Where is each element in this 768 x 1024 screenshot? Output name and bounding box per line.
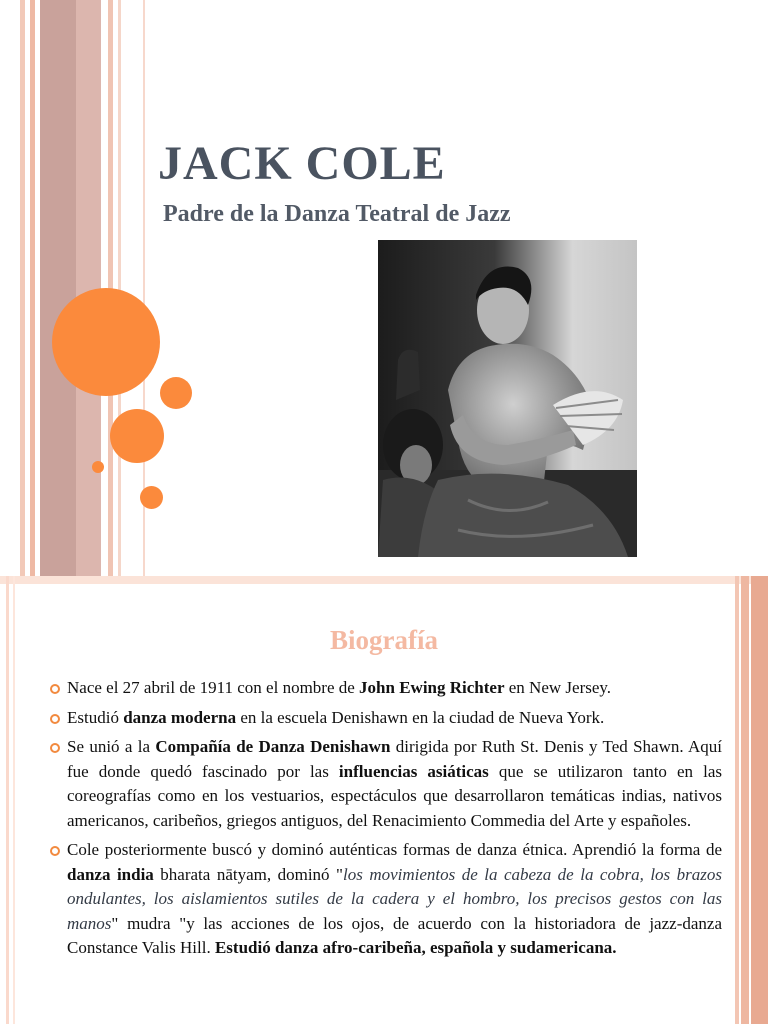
list-item — [46, 735, 722, 833]
item-text: que se utilizaron tanto en las coreografías como en los vestuarios, espectáculos que desarrollaron temáticas indias, nativos americanos, caribeños, griegos antiguos, del Renacimiento Commedia del Arte y españoles. — [67, 761, 722, 830]
decorative-circle — [92, 461, 104, 473]
decorative-circle — [140, 486, 163, 509]
item-italic-quote: los movimientos de la cabeza de la cobra, los brazos ondulantes, los aislamientos sutiles de la cadera y el hombro, los precisos gestos con las manos — [67, 864, 723, 933]
item-text: Se unió a la — [67, 737, 156, 756]
item-text: Cole posteriormente buscó y dominó auténticas formas de danza étnica. Aprendió la forma de — [67, 840, 722, 859]
slide-title: JACK COLE — [158, 137, 446, 190]
biography-slide — [0, 576, 768, 1024]
item-bold-text: influencias asiáticas — [338, 761, 489, 781]
decorative-stripe — [40, 0, 76, 576]
item-text: Estudió — [67, 707, 124, 727]
item-bold-text: John Ewing Richter — [359, 678, 505, 697]
decorative-stripe — [30, 0, 35, 576]
item-bold-text: Estudió danza afro-caribeña, española y sudamericana. — [214, 938, 617, 957]
biography-heading: Biografía — [330, 625, 438, 655]
decorative-circle — [52, 288, 160, 396]
item-bold-text: danza moderna — [123, 707, 237, 727]
decorative-stripe — [118, 0, 121, 576]
dancer-photo — [378, 240, 637, 557]
circle-bullet-icon — [50, 684, 60, 694]
circle-bullet-icon — [50, 743, 60, 753]
list-item — [46, 676, 722, 701]
decorative-stripe — [20, 0, 25, 576]
item-text: dirigida por Ruth St. Denis y Ted Shawn. Aquí fue donde quedó fascinado por las — [67, 737, 722, 781]
item-text: en New Jersey. — [504, 678, 612, 697]
item-bold-text: danza india — [67, 864, 154, 884]
biography-list — [46, 676, 722, 966]
item-text: bharata nātyam, dominó " — [153, 864, 343, 884]
list-item — [46, 838, 722, 961]
item-bold-text: Compañía de Danza Denishawn — [155, 737, 391, 756]
item-text: " mudra "y las acciones de los ojos, de acuerdo con la historiadora de jazz-danza Constance Valis Hill. — [67, 913, 722, 957]
item-text: Nace el 27 abril de 1911 con el nombre de — [67, 678, 360, 697]
circle-bullet-icon — [50, 714, 60, 724]
circle-bullet-icon — [50, 846, 60, 856]
item-text: en la escuela Denishawn en la ciudad de Nueva York. — [236, 707, 605, 727]
decorative-circle — [160, 377, 192, 409]
list-item — [46, 706, 722, 731]
decorative-band — [0, 576, 768, 584]
decorative-circle — [110, 409, 164, 463]
slide-subtitle: Padre de la Danza Teatral de Jazz — [163, 201, 511, 227]
